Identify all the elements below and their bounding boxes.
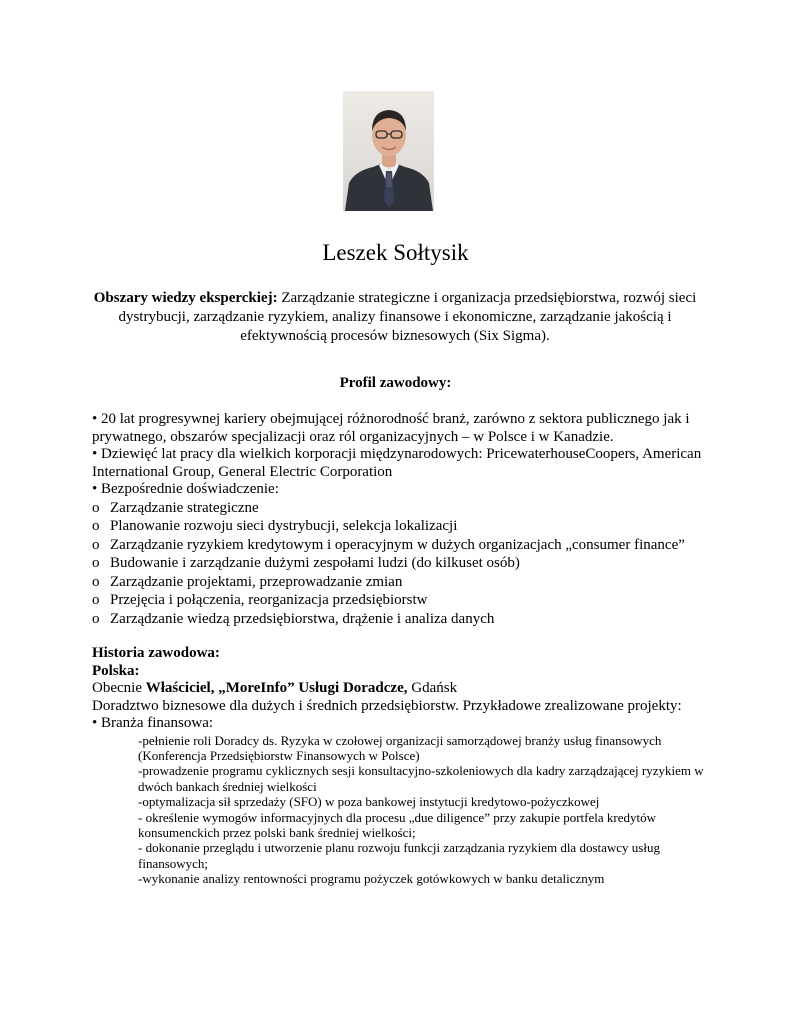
history-section — [92, 645, 712, 887]
history-heading: Historia zawodowa: — [92, 645, 220, 661]
list-item: o Planowanie rozwoju sieci dystrybucji, selekcja lokalizacji — [92, 518, 458, 535]
list-item: - dokonanie przeglądu i utworzenie planu rozwoju funkcji zarządzania ryzykiem dla dostawcy usług finansowych; — [138, 840, 660, 871]
list-item: o Zarządzanie wiedzą przedsiębiorstwa, drążenie i analiza danych — [92, 611, 495, 628]
list-item: -wykonanie analizy rentowności programu pożyczek gotówkowych w banku detalicznym — [138, 871, 605, 887]
bullet-icon: • — [92, 411, 98, 427]
list-item: o Przejęcia i połączenia, reorganizacja przedsiębiorstw — [92, 592, 428, 609]
expertise-text: Zarządzanie strategiczne i organizacja przedsiębiorstwa, rozwój sieci dystrybucji, zarządzanie ryzykiem, analizy finansowe i ekonomiczne, zarządzanie jakością i efektywnością procesów biznesowych (Six Sigma). — [118, 290, 697, 344]
profile-bullet: • 20 lat progresywnej kariery obejmującej różnorodność branż, zarówno z sektora publicznego jak i prywatnego, obszarów specjalizacji oraz ról organizacyjnych – w Polsce i w Kanadzie. — [92, 411, 690, 445]
profile-bullet: • Dziewięć lat pracy dla wielkich korporacji międzynarodowych: PricewaterhouseCoopers, American International Group, General Electric Corporation — [92, 446, 702, 480]
list-item: o Zarządzanie ryzykiem kredytowym i operacyjnym w dużych organizacjach „consumer finance” — [92, 536, 685, 553]
list-item: -pełnienie roli Doradcy ds. Ryzyka w czołowej organizacji samorządowej branży usług finansowych (Konferencja Przedsiębiorstw Finansowych w Polsce) — [138, 732, 662, 763]
current-city: Gdańsk — [411, 680, 458, 696]
sector-bullet: • Branża finansowa: — [92, 715, 214, 731]
list-item: o Zarządzanie projektami, przeprowadzanie zmian — [92, 573, 403, 590]
bullet-icon: • — [92, 481, 98, 497]
list-item: - określenie wymogów informacyjnych dla procesu „due diligence” przy zakupie portfela kredytów konsumenckich przez polski bank średniej wielkości; — [138, 809, 657, 840]
bullet-icon: • — [92, 446, 98, 462]
current-role: Właściciel, „MoreInfo” Usługi Doradcze, — [145, 680, 408, 696]
expertise-section — [90, 289, 700, 346]
list-item: -optymalizacja sił sprzedaży (SFO) w poza bankowej instytucji kredytowo-pożyczkowej — [138, 794, 600, 810]
circle-bullet-icon: o — [92, 611, 100, 628]
circle-bullet-icon: o — [92, 592, 100, 609]
expertise-label: Obszary wiedzy eksperckiej: — [93, 290, 278, 306]
list-item: o Budowanie i zarządzanie dużymi zespołami ludzi (do kilkuset osób) — [92, 555, 520, 572]
profile-photo — [343, 91, 434, 211]
profile-section — [92, 411, 712, 629]
list-item: -prowadzenie programu cyklicznych sesji konsultacyjno-szkoleniowych dla kadry zarządzającej ryzykiem w dwóch bankach średniej wielkości — [138, 763, 704, 794]
person-name: Leszek Sołtysik — [322, 240, 469, 265]
experience-list — [92, 499, 712, 629]
circle-bullet-icon: o — [92, 573, 100, 590]
list-item: o Zarządzanie strategiczne — [92, 499, 259, 516]
country-heading: Polska: — [92, 662, 140, 679]
profile-heading: Profil zawodowy: — [339, 375, 452, 391]
current-position: Obecnie Właściciel, „MoreInfo” Usługi Doradcze, Gdańsk — [92, 680, 458, 696]
circle-bullet-icon: o — [92, 555, 100, 572]
profile-bullet: • Bezpośrednie doświadczenie: — [92, 481, 279, 497]
circle-bullet-icon: o — [92, 518, 100, 535]
circle-bullet-icon: o — [92, 499, 100, 516]
portrait-image — [343, 91, 434, 211]
projects-list — [138, 733, 718, 887]
circle-bullet-icon: o — [92, 536, 100, 553]
position-description: Doradztwo biznesowe dla dużych i średnich przedsiębiorstw. Przykładowe zrealizowane projekty: — [92, 697, 682, 714]
